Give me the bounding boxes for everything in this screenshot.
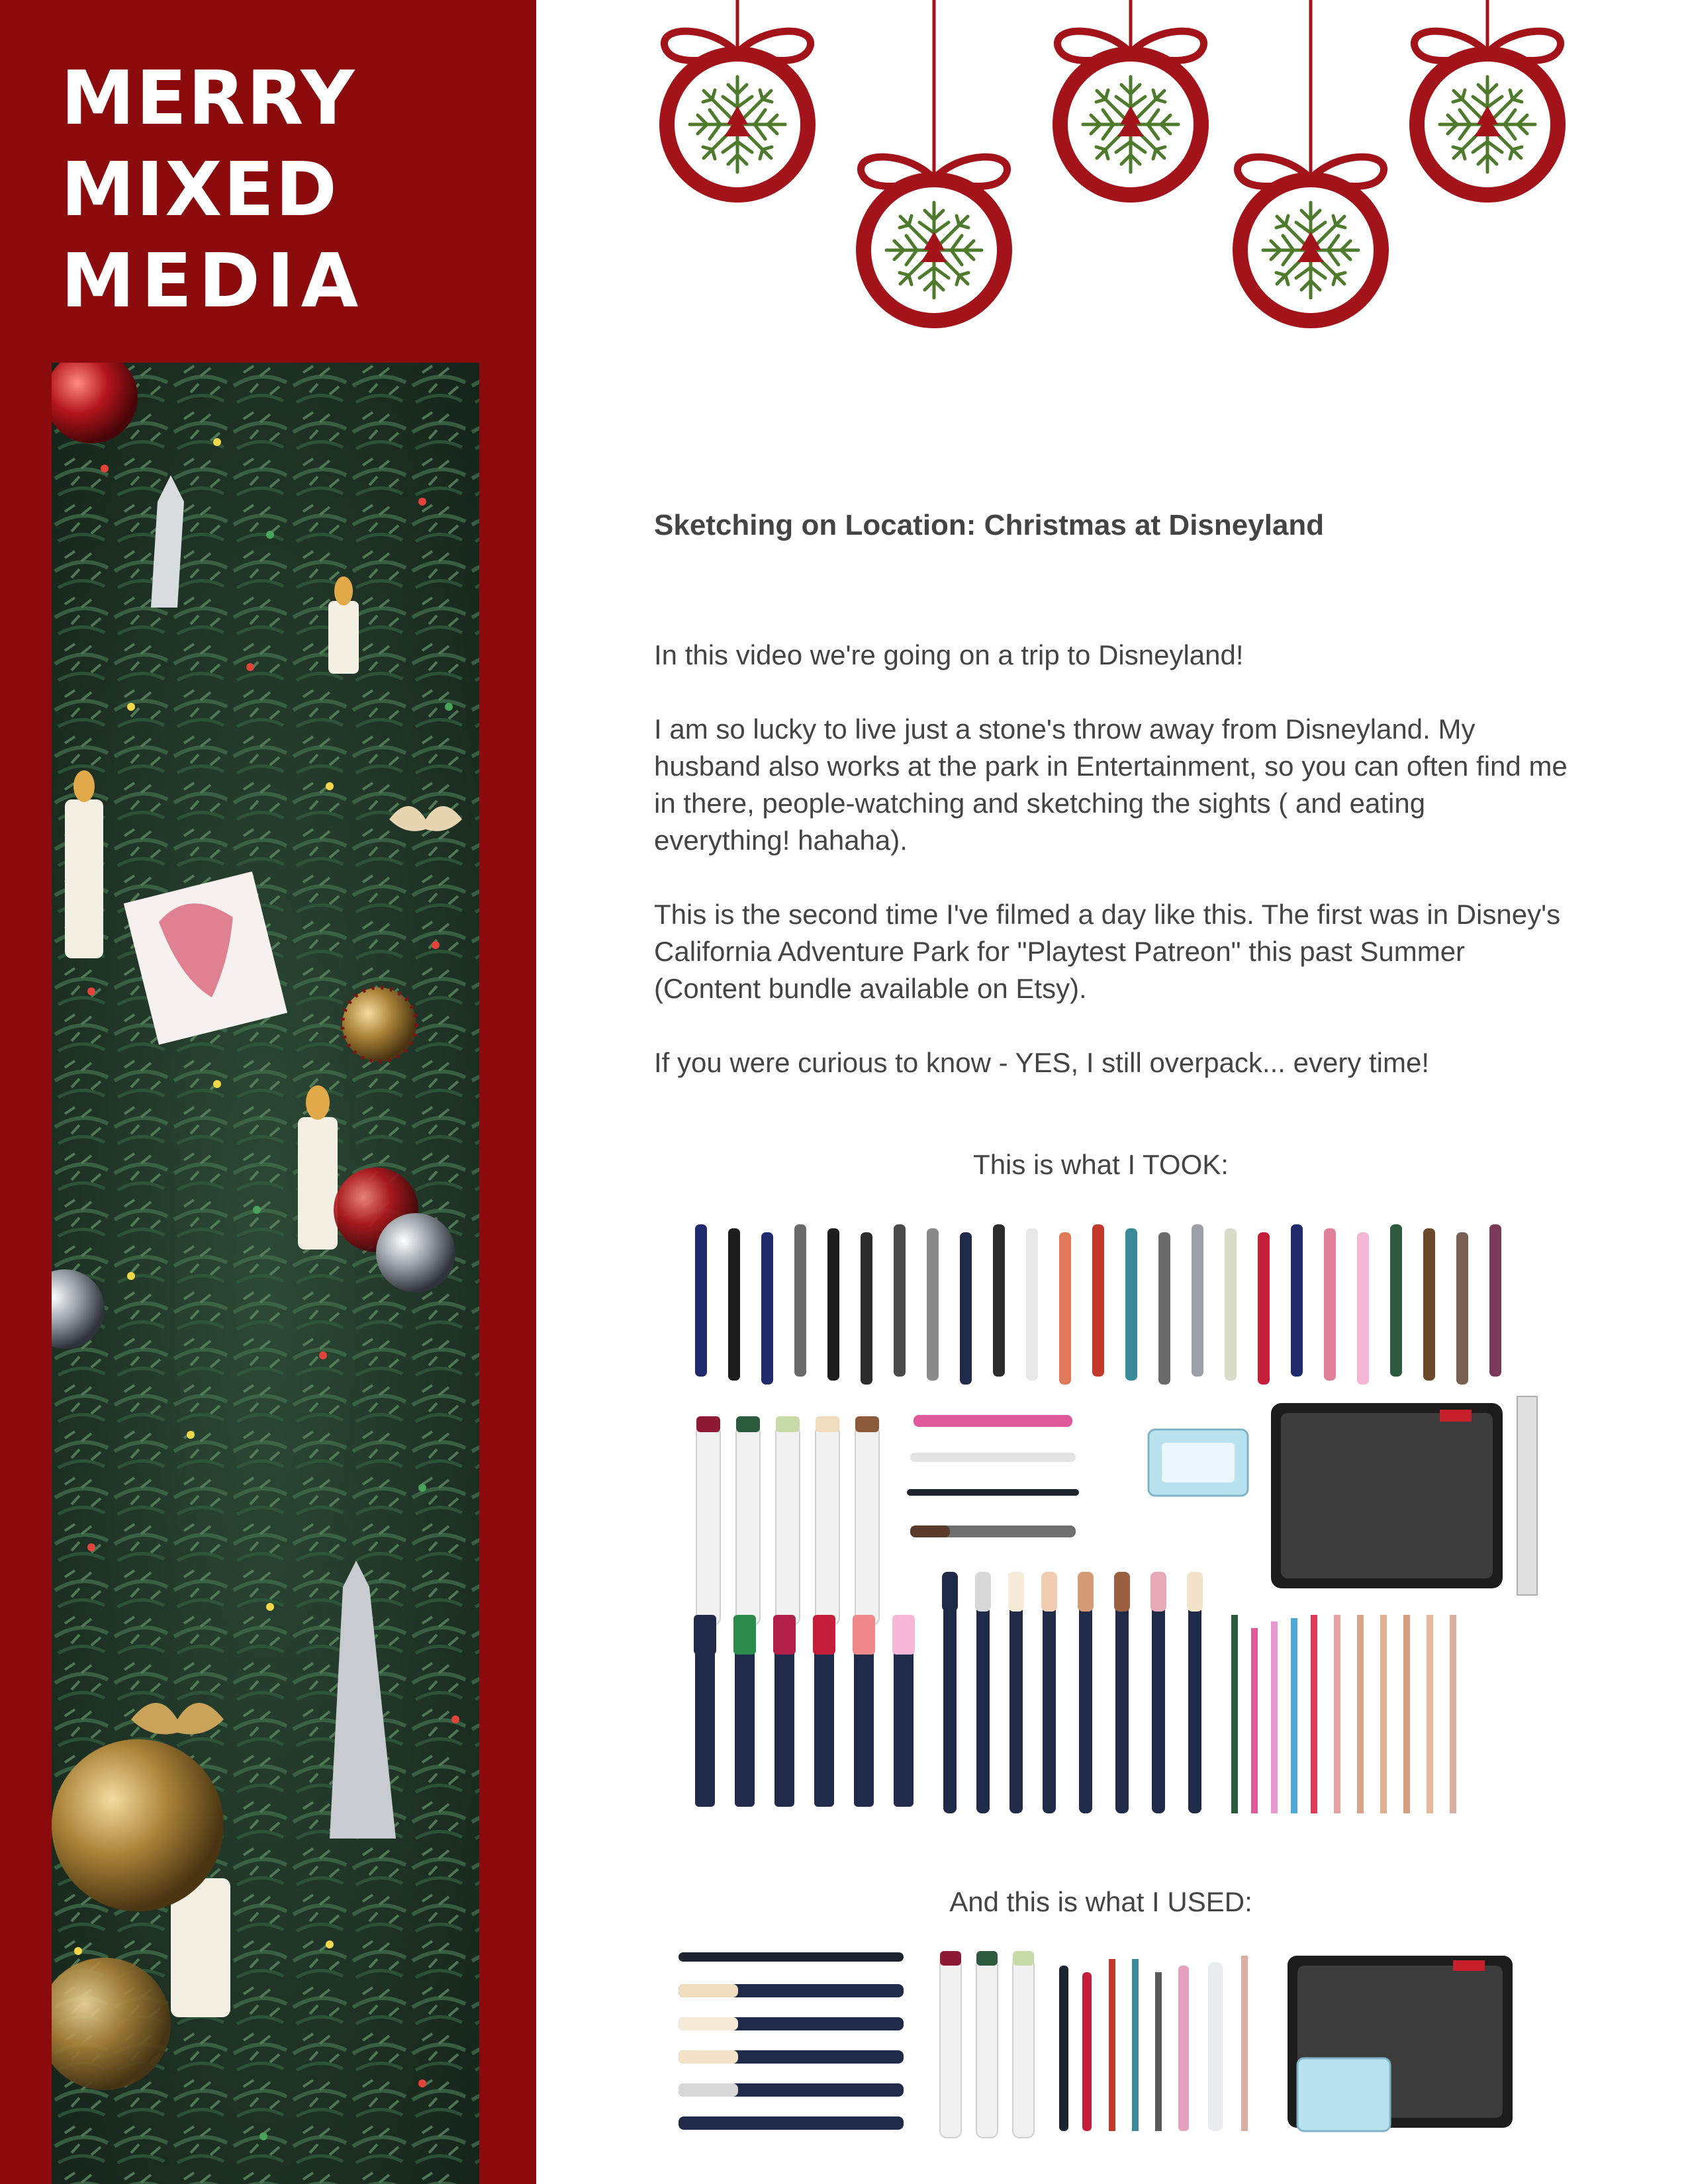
snowflake-ornament-icon <box>856 157 1012 328</box>
pen <box>1192 1224 1203 1377</box>
brand-title <box>61 53 365 327</box>
paragraph-intro: In this video we're going on a trip to Disneyland! <box>654 639 1244 670</box>
pen <box>1291 1224 1303 1377</box>
tin-case <box>1149 1430 1248 1496</box>
pen <box>1456 1232 1468 1385</box>
colored-pencils <box>1231 1615 1456 1813</box>
pen <box>1059 1232 1071 1385</box>
tin-case-small <box>1297 2058 1390 2131</box>
sidebar <box>0 0 536 2184</box>
paragraph-disneyland: I am so lucky to live just a stone's throw away from Disneyland. My husband also works at the park in Entertainment, so you can often find me in there, people-watching and sketching the sights ( and eating everything! hahaha). <box>654 713 1568 856</box>
article-title: Sketching on Location: Christmas at Disneyland <box>654 509 1325 541</box>
paragraph-second-time: This is the second time I've filmed a day like this. The first was in Disney's California Adventure Park for "Playtest Patreon" this past Summer (Content bundle available on Etsy). <box>654 899 1561 1004</box>
snowflake-ornament-icon <box>1409 31 1566 203</box>
caption-used: And this is what I USED: <box>949 1886 1252 1917</box>
pen <box>1026 1228 1038 1381</box>
supplies-used-photo <box>669 1946 1542 2144</box>
ornaments-decoration <box>629 0 1589 424</box>
pens-and-pencils <box>1059 1956 1248 2131</box>
ruler <box>1517 1396 1537 1595</box>
pen <box>794 1224 806 1377</box>
pen <box>1357 1232 1369 1385</box>
pen <box>695 1224 707 1377</box>
tombow-pens <box>943 1588 1201 1813</box>
snowflake-ornament-icon <box>1053 31 1209 203</box>
brush-pens-horizontal <box>907 1415 1079 1537</box>
pen <box>993 1224 1005 1377</box>
pen <box>861 1232 872 1385</box>
pen <box>1489 1224 1501 1377</box>
pen <box>927 1228 939 1381</box>
brand-line-media: MEDIA <box>61 238 365 324</box>
pen <box>1390 1224 1402 1377</box>
pen <box>1125 1228 1137 1381</box>
tombow-caps <box>942 1572 1203 1612</box>
pen <box>1423 1228 1435 1381</box>
christmas-tree-photo <box>52 363 479 2184</box>
caption-took: This is what I TOOK: <box>973 1149 1229 1180</box>
pen <box>894 1224 906 1377</box>
pen <box>1258 1232 1270 1385</box>
posca-markers <box>694 1615 915 1807</box>
copic-markers <box>940 1959 1034 2138</box>
pen <box>761 1232 773 1385</box>
pen <box>960 1232 972 1385</box>
pen <box>1225 1228 1237 1381</box>
paragraph-overpack: If you were curious to know - YES, I still overpack... every time! <box>654 1047 1429 1078</box>
pen-row <box>695 1224 1501 1385</box>
pen <box>728 1228 740 1381</box>
brand-line-mixed: MIXED <box>61 147 338 233</box>
snowflake-ornament-icon <box>659 31 816 203</box>
pen <box>1158 1232 1170 1385</box>
horizontal-pens <box>679 1952 904 2130</box>
mesh-pouch <box>1271 1403 1503 1588</box>
pen <box>827 1228 839 1381</box>
brand-line-merry: MERRY <box>61 56 356 142</box>
supplies-took-photo <box>682 1211 1542 1840</box>
pen <box>1092 1224 1104 1377</box>
snowflake-ornament-icon <box>1233 157 1389 328</box>
pen <box>1324 1228 1336 1381</box>
marker-row <box>696 1416 879 1625</box>
